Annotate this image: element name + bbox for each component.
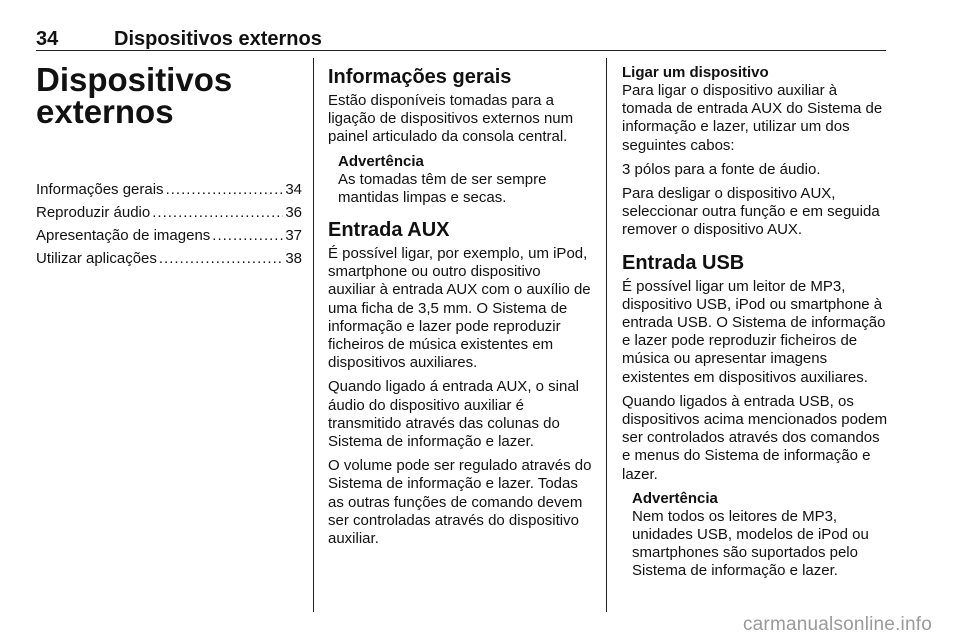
column-toc [36,61,302,270]
toc-item-page: 34 [285,181,302,198]
watermark: carmanualsonline.info [742,614,932,635]
page-number: 34 [36,28,59,50]
toc-leader-dots [159,247,283,270]
toc-item[interactable] [36,201,302,224]
column-divider-2 [606,58,607,612]
toc-item-page: 37 [285,227,302,244]
note-title: Advertência [338,152,424,170]
heading-usb-input: Entrada USB [622,251,745,274]
paragraph-cable: 3 pólos para a fonte de áudio. [622,160,821,178]
header-rule [36,50,886,51]
paragraph-usb-2: Quando ligados à entrada USB, os dispositivos acima mencionados podem ser controlados através dos comandos e menus do Sistema de informação e lazer. [622,392,888,483]
paragraph-connect: Para ligar o dispositivo auxiliar à tomada de entrada AUX do Sistema de informação e lazer, utilizar um dos seguintes cabos: [622,82,883,154]
paragraph-usb-1: É possível ligar um leitor de MP3, dispositivo USB, iPod ou smartphone à entrada USB. O Sistema de informação e lazer pode reproduzir ficheiros de música ou apresentar imagens existentes em dispositivos auxiliares. [622,277,886,386]
paragraph-aux-2: Quando ligado á entrada AUX, o sinal áudio do dispositivo auxiliar é transmitido através das colunas do Sistema de informação e lazer. [328,378,580,451]
note-text: Nem todos os leitores de MP3, unidades USB, modelos de iPod ou smartphones são suportados pelo Sistema de informação e lazer. [632,507,869,580]
table-of-contents [36,178,302,270]
chapter-title-line2: externos [36,93,174,130]
toc-item[interactable] [36,224,302,247]
paragraph-disconnect: Para desligar o dispositivo AUX, seleccionar outra função e em seguida remover o dispositivo AUX. [622,185,880,239]
column-divider-1 [313,58,314,612]
heading-general-info: Informações gerais [328,66,512,88]
toc-item-page: 36 [285,204,302,221]
note-box [622,490,888,581]
running-title: Dispositivos externos [114,28,322,50]
paragraph-aux-1: É possível ligar, por exemplo, um iPod, smartphone ou outro dispositivo auxiliar à entrada AUX com o auxílio de uma ficha de 3,5 mm. O Sistema de informação e lazer pode reproduzir ficheiros de música existentes em dispositivos auxiliares. [328,245,591,372]
heading-aux-input: Entrada AUX [328,219,450,242]
toc-item[interactable] [36,178,302,201]
column-general-aux [328,64,592,554]
note-text: As tomadas têm de ser sempre mantidas limpas e secas. [338,170,547,206]
page-header [36,28,886,52]
note-box [328,153,592,207]
chapter-title-line1: Dispositivos [36,61,233,98]
chapter-title [36,61,302,130]
paragraph-general-info: Estão disponíveis tomadas para a ligação de dispositivos externos num painel articulado da consola central. [328,92,574,146]
note-title: Advertência [632,489,718,507]
toc-item-label: Utilizar aplicações [36,250,157,267]
heading-connect-device: Ligar um dispositivo [622,64,769,81]
toc-leader-dots [152,201,283,224]
toc-item-label: Apresentação de imagens [36,227,211,244]
toc-leader-dots [166,178,284,201]
paragraph-aux-3: O volume pode ser regulado através do Sistema de informação e lazer. Todas as outras funções de comando devem ser controladas através do dispositivo auxiliar. [328,457,592,548]
toc-item-label: Informações gerais [36,181,164,198]
toc-item[interactable] [36,247,302,270]
toc-leader-dots [212,224,283,247]
toc-item-label: Reproduzir áudio [36,204,151,221]
column-connect-usb [622,64,888,591]
toc-item-page: 38 [285,250,302,267]
